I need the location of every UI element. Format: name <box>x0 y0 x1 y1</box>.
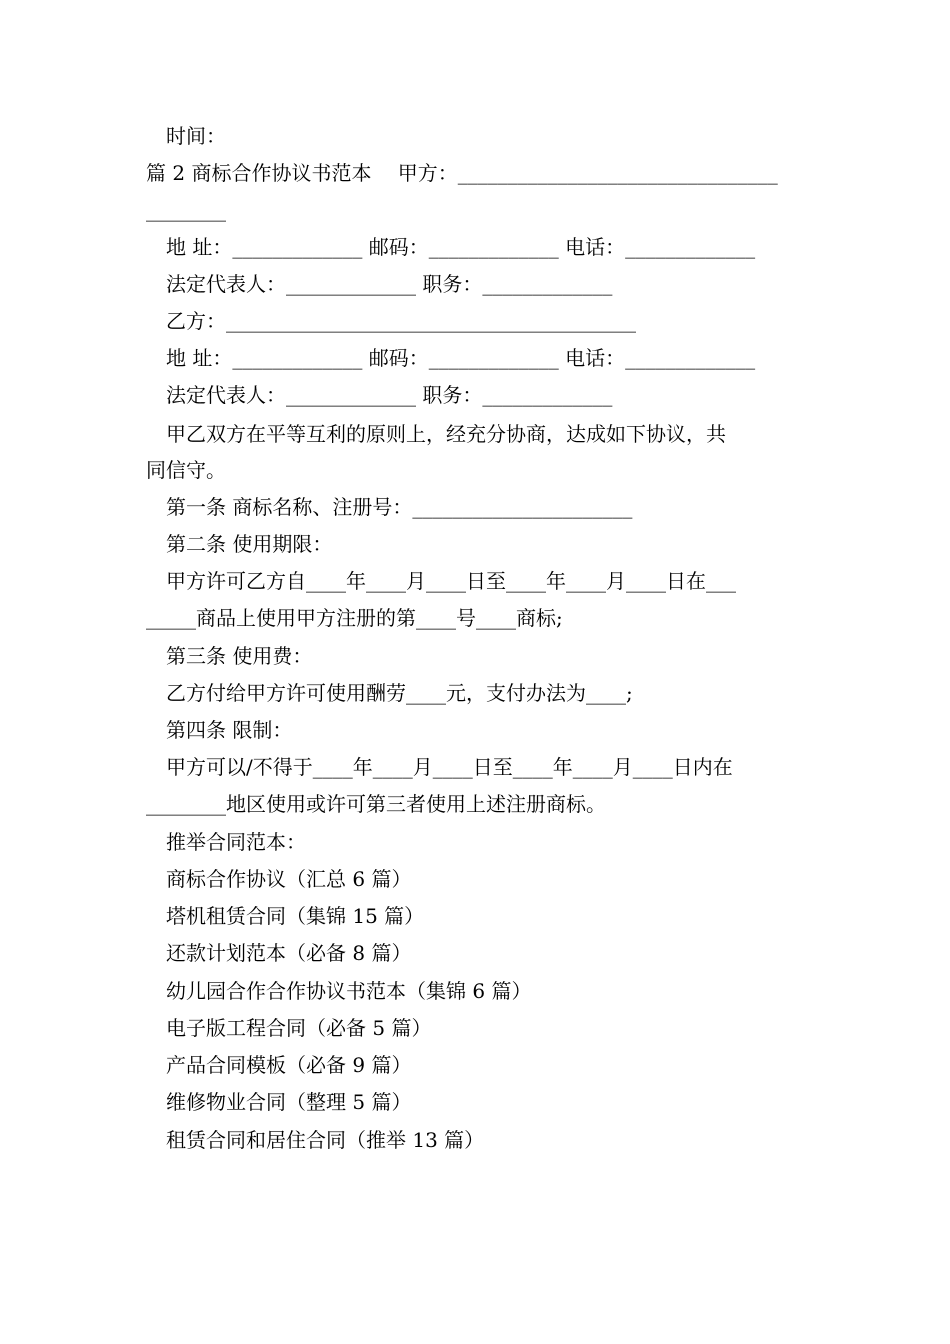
party-a-address-line: 地 址：_____________ 邮码：_____________ 电话：_____________ <box>166 235 756 259</box>
party-b-address-line: 地 址：_____________ 邮码：_____________ 电话：_____________ <box>166 346 756 370</box>
article-3-text: 乙方付给甲方许可使用酬劳____元，支付办法为____; <box>166 681 633 705</box>
party-b-line: 乙方：_________________________________________ <box>166 309 636 333</box>
recommend-item[interactable]: 产品合同模板（必备 9 篇） <box>166 1053 412 1077</box>
article-2-text-2: _____商品上使用甲方注册的第____号____商标; <box>146 606 563 630</box>
title-line: 篇 2 商标合作协议书范本 甲方：________________________________ <box>146 161 778 185</box>
recommend-item[interactable]: 塔机租赁合同（集锦 15 篇） <box>166 904 425 928</box>
recommend-item[interactable]: 电子版工程合同（必备 5 篇） <box>166 1016 432 1040</box>
article-1: 第一条 商标名称、注册号：______________________ <box>166 495 633 519</box>
article-4-text-2: ________地区使用或许可第三者使用上述注册商标。 <box>146 792 606 816</box>
recommend-item[interactable]: 幼儿园合作合作协议书范本（集锦 6 篇） <box>166 979 532 1003</box>
party-b-rep-line: 法定代表人：_____________ 职务：_____________ <box>166 383 613 407</box>
recommend-item[interactable]: 还款计划范本（必备 8 篇） <box>166 941 412 965</box>
article-2-title: 第二条 使用期限： <box>166 532 333 556</box>
recommend-heading: 推举合同范本： <box>166 830 306 854</box>
time-label: 时间： <box>166 124 226 148</box>
article-2-text-1: 甲方许可乙方自____年____月____日至____年____月____日在___ <box>166 569 736 593</box>
title-line-continued: ________ <box>146 198 226 222</box>
preamble-line-2: 同信守。 <box>146 458 226 482</box>
recommend-item[interactable]: 商标合作协议（汇总 6 篇） <box>166 867 412 891</box>
article-4-text-1: 甲方可以/不得于____年____月____日至____年____月____日内在 <box>166 755 733 779</box>
recommend-item[interactable]: 租赁合同和居住合同（推举 13 篇） <box>166 1128 485 1152</box>
recommend-item[interactable]: 维修物业合同（整理 5 篇） <box>166 1090 412 1114</box>
preamble-line-1: 甲乙双方在平等互利的原则上，经充分协商，达成如下协议，共 <box>166 422 726 446</box>
article-4-title: 第四条 限制： <box>166 718 293 742</box>
party-a-rep-line: 法定代表人：_____________ 职务：_____________ <box>166 272 613 296</box>
article-3-title: 第三条 使用费： <box>166 644 313 668</box>
